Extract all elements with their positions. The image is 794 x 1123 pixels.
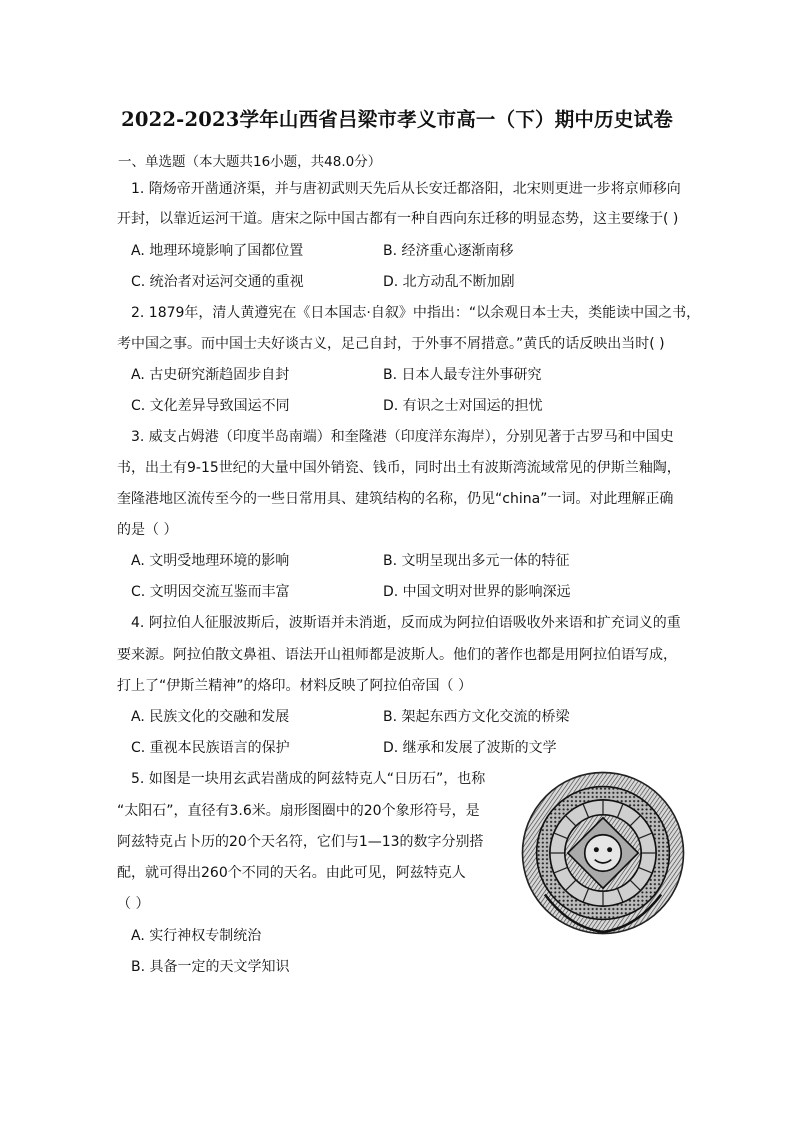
page-title: 2022-2023学年山西省吕梁市孝义市高一（下）期中历史试卷	[121, 108, 673, 131]
q4-line-3: 打上了“伊斯兰精神”的烙印。材料反映了阿拉伯帝国（ ）	[117, 678, 472, 694]
q3-option-b: B. 文明呈现出多元一体的特征	[383, 553, 570, 569]
q3-line-3: 奎隆港地区流传至今的一些日常用具、建筑结构的名称，仍见“china”一词。对此理解正确	[117, 491, 674, 507]
q2-line-1: 2. 1879年，清人黄遵宪在《日本国志·自叙》中指出：“以余观日本士夫，类能读中国之书，	[131, 305, 701, 321]
q1-option-c: C. 统治者对运河交通的重视	[131, 274, 304, 290]
q2-option-c: C. 文化差异导致国运不同	[131, 398, 290, 414]
q4-line-1: 4. 阿拉伯人征服波斯后，波斯语并未消逝，反而成为阿拉伯语吸收外来语和扩充词义的重	[131, 615, 681, 631]
q4-option-b: B. 架起东西方文化交流的桥梁	[383, 709, 570, 725]
q3-line-1: 3. 威支占姆港（印度半岛南端）和奎隆港（印度洋东海岸），分别见著于古罗马和中国史	[131, 429, 674, 445]
q1-line-2: 开封，以靠近运河干道。唐宋之际中国古都有一种自西向东迁移的明显态势，这主要缘于( )	[117, 211, 679, 227]
q1-option-b: B. 经济重心逐渐南移	[383, 243, 514, 259]
section-heading: 一、单选题（本大题共16小题，共48.0分）	[118, 154, 382, 170]
q5-line-4: 配，就可得出260个不同的天名。由此可见，阿兹特克人	[117, 865, 466, 881]
q5-line-3: 阿兹特克占卜历的20个天名符，它们与1—13的数字分别搭	[117, 834, 484, 850]
q3-line-2: 书，出土有9-15世纪的大量中国外销瓷、钱币，同时出土有波斯湾流域常见的伊斯兰釉陶，	[117, 460, 681, 476]
q2-line-2: 考中国之事。而中国士夫好谈古义，足己自封，于外事不屑措意。”黄氏的话反映出当时( )	[117, 336, 665, 352]
q1-line-1: 1. 隋炀帝开凿通济渠，并与唐初武则天先后从长安迁都洛阳，北宋则更进一步将京师移向	[131, 181, 681, 197]
q4-line-2: 要来源。阿拉伯散文鼻祖、语法开山祖师都是波斯人。他们的著作也都是用阿拉伯语写成，	[117, 647, 677, 663]
q3-option-d: D. 中国文明对世界的影响深远	[383, 584, 571, 600]
q5-option-b: B. 具备一定的天文学知识	[131, 959, 290, 975]
q3-option-a: A. 文明受地理环境的影响	[131, 553, 290, 569]
q1-option-d: D. 北方动乱不断加剧	[383, 274, 515, 290]
q5-line-2: “太阳石”，直径有3.6米。扇形图圈中的20个象形符号，是	[117, 803, 480, 819]
q5-line-1: 5. 如图是一块用玄武岩凿成的阿兹特克人“日历石”，也称	[131, 771, 486, 787]
q4-option-c: C. 重视本民族语言的保护	[131, 740, 290, 756]
q2-option-d: D. 有识之士对国运的担忧	[383, 398, 543, 414]
q1-option-a: A. 地理环境影响了国都位置	[131, 243, 304, 259]
aztec-calendar-stone-image	[520, 770, 686, 936]
q2-option-b: B. 日本人最专注外事研究	[383, 367, 542, 383]
q2-option-a: A. 古史研究渐趋固步自封	[131, 367, 290, 383]
q4-option-a: A. 民族文化的交融和发展	[131, 709, 290, 725]
q3-option-c: C. 文明因交流互鉴而丰富	[131, 584, 290, 600]
q5-option-a: A. 实行神权专制统治	[131, 928, 262, 944]
q3-line-4: 的是（ ）	[117, 522, 178, 538]
q5-line-5: （ ）	[117, 896, 150, 912]
q4-option-d: D. 继承和发展了波斯的文学	[383, 740, 557, 756]
